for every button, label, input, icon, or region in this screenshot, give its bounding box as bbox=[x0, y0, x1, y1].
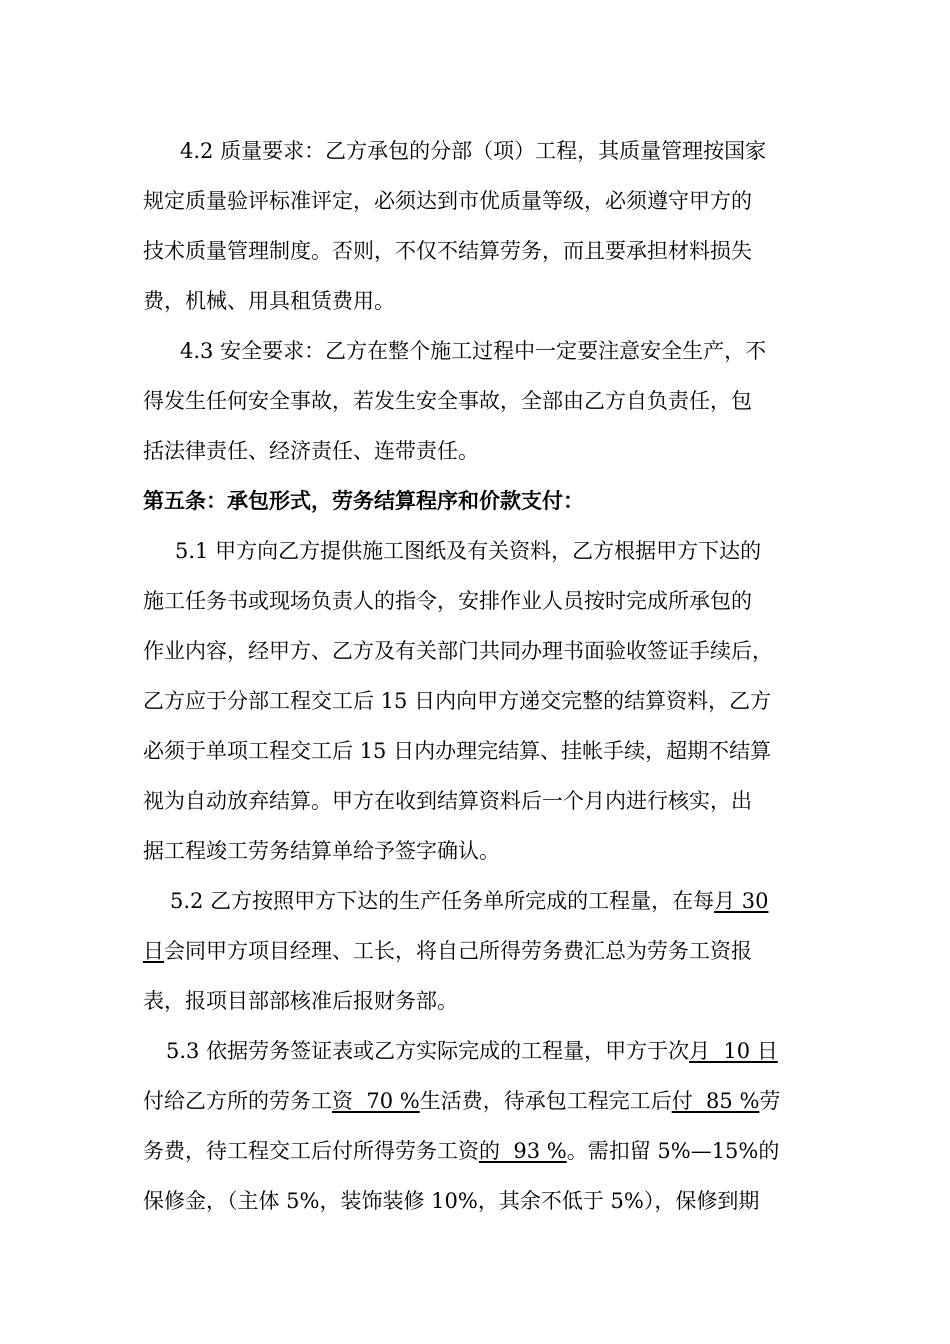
p51-line-4 bbox=[143, 686, 771, 716]
p43-line-2 bbox=[143, 386, 752, 416]
p52-line-3 bbox=[143, 986, 458, 1016]
p53-line-2 bbox=[143, 1086, 780, 1116]
p42-line-4 bbox=[143, 286, 395, 316]
text-run: 5.1 甲方向乙方提供施工图纸及有关资料，乙方根据甲方下达的 bbox=[175, 539, 762, 563]
blank-date-day: 日 bbox=[143, 939, 164, 963]
p52-line-2 bbox=[143, 936, 752, 966]
text-run: 4.2 质量要求：乙方承包的分部（项）工程，其质量管理按国家 bbox=[180, 139, 767, 163]
text-run: 括法律责任、经济责任、连带责任。 bbox=[143, 439, 479, 463]
p53-line-1 bbox=[166, 1036, 778, 1066]
p42-line-2 bbox=[143, 186, 752, 216]
p42-line-1 bbox=[180, 136, 766, 166]
section-five-heading bbox=[143, 486, 584, 516]
text-run: 生活费，待承包工程完工后 bbox=[419, 1089, 672, 1113]
p51-line-3 bbox=[143, 636, 773, 666]
p51-line-7 bbox=[143, 836, 500, 866]
text-run: 务费，待工程交工后付所得劳务工资 bbox=[143, 1139, 479, 1163]
p51-line-2 bbox=[143, 586, 752, 616]
text-run: 5.3 依据劳务签证表或乙方实际完成的工程量，甲方于次 bbox=[166, 1039, 690, 1063]
text-run: 视为自动放弃结算。甲方在收到结算资料后一个月内进行核实，出 bbox=[143, 789, 752, 813]
text-run: 保修金，（主体 5%，装饰装修 10%，其余不低于 5%），保修到期 bbox=[143, 1189, 760, 1213]
text-run: 会同甲方项目经理、工长，将自己所得劳务费汇总为劳务工资报 bbox=[164, 939, 752, 963]
text-run: 5.2 乙方按照甲方下达的生产任务单所完成的工程量，在每 bbox=[170, 889, 715, 913]
text-run: 据工程竣工劳务结算单给予签字确认。 bbox=[143, 839, 500, 863]
text-run: 必须于单项工程交工后 15 日内办理完结算、挂帐手续，超期不结算 bbox=[143, 739, 772, 763]
text-run: 。需扣留 5%—15%的 bbox=[566, 1139, 780, 1163]
blank-percent-85: 付 85 % bbox=[671, 1089, 760, 1113]
p42-line-3 bbox=[143, 236, 752, 266]
text-run: 技术质量管理制度。否则，不仅不结算劳务，而且要承担材料损失 bbox=[143, 239, 752, 263]
p51-line-1 bbox=[175, 536, 761, 566]
text-run: 作业内容，经甲方、乙方及有关部门共同办理书面验收签证手续后， bbox=[143, 639, 773, 663]
p52-line-1 bbox=[170, 886, 768, 916]
text-run: 规定质量验评标准评定，必须达到市优质量等级，必须遵守甲方的 bbox=[143, 189, 752, 213]
blank-percent-93: 的 93 % bbox=[479, 1139, 567, 1163]
text-run: 付给乙方所的劳务工 bbox=[143, 1089, 332, 1113]
text-run: 得发生任何安全事故，若发生安全事故，全部由乙方自负责任，包 bbox=[143, 389, 752, 413]
blank-date-month: 月 30 bbox=[714, 889, 769, 913]
text-run: 施工任务书或现场负责人的指令，安排作业人员按时完成所承包的 bbox=[143, 589, 752, 613]
p53-line-4 bbox=[143, 1186, 759, 1216]
text-run: 第五条：承包形式，劳务结算程序和价款支付： bbox=[143, 488, 584, 513]
blank-pay-date: 月 10 日 bbox=[689, 1039, 778, 1063]
text-run: 费，机械、用具租赁费用。 bbox=[143, 289, 395, 313]
text-run: 4.3 安全要求：乙方在整个施工过程中一定要注意安全生产，不 bbox=[180, 339, 767, 363]
p43-line-3 bbox=[143, 436, 479, 466]
p53-line-3 bbox=[143, 1136, 779, 1166]
blank-percent-70: 资 70 % bbox=[332, 1089, 420, 1113]
text-run: 表，报项目部部核准后报财务部。 bbox=[143, 989, 458, 1013]
p51-line-5 bbox=[143, 736, 771, 766]
text-run: 乙方应于分部工程交工后 15 日内向甲方递交完整的结算资料，乙方 bbox=[143, 689, 772, 713]
p51-line-6 bbox=[143, 786, 752, 816]
text-run: 劳 bbox=[759, 1089, 781, 1113]
p43-line-1 bbox=[180, 336, 766, 366]
